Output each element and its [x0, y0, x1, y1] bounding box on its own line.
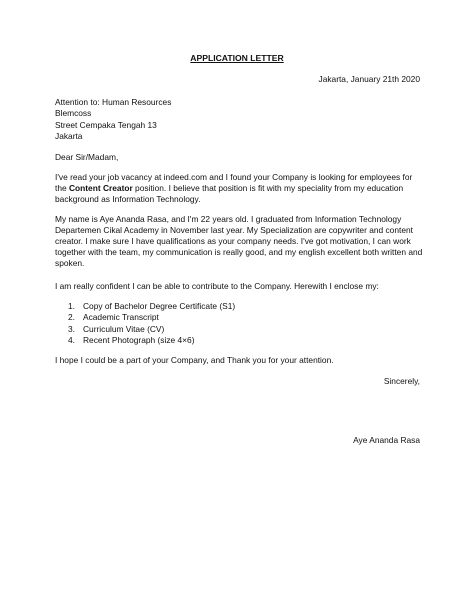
address-line-attention: Attention to: Human Resources [55, 97, 172, 107]
paragraph-closing: I hope I could be a part of your Company, and Thank you for your attention. [55, 355, 334, 365]
recipient-address [55, 97, 171, 143]
intro-text-start: I've read your job vacancy at indeed.com and I found your Company is looking for employees for the [55, 172, 413, 194]
paragraph-intro [55, 172, 425, 205]
list-text: Recent Photograph (size 4×6) [83, 335, 195, 346]
paragraph-enclosure-intro: I am really confident I can be able to contribute to the Company. Herewith I enclose my: [55, 281, 379, 291]
list-item [68, 324, 235, 335]
letter-title: APPLICATION LETTER [190, 53, 284, 63]
address-line-company: Blemcoss [55, 108, 92, 119]
closing: Sincerely, [383, 376, 420, 386]
list-text: Copy of Bachelor Degree Certificate (S1) [83, 301, 236, 311]
list-text: Curriculum Vitae (CV) [83, 323, 165, 334]
address-line-street: Street Cempaka Tengah 13 [55, 119, 157, 130]
list-number: 2. [68, 312, 75, 323]
list-number: 3. [68, 323, 75, 334]
position-name: Content Creator [68, 183, 133, 194]
signature-name: Aye Ananda Rasa [353, 435, 420, 445]
list-item [68, 312, 235, 323]
paragraph-profile: My name is Aye Ananda Rasa, and I'm 22 years old. I graduated from Information Technology Departemen Cikal Academy in November last year. My Specialization are copywriter and content creator. I make sure I have qualifications as your company needs. I've got motivation, I can work together with the team, my communication is really good, and my english excellent both written and spoken. [55, 214, 423, 269]
letter-date: Jakarta, January 21th 2020 [318, 74, 420, 84]
address-line-city: Jakarta [55, 131, 83, 142]
salutation: Dear Sir/Madam, [55, 152, 119, 162]
enclosure-list [68, 301, 235, 347]
list-number: 1. [68, 301, 75, 311]
list-number: 4. [68, 335, 75, 346]
list-text: Academic Transcript [83, 312, 159, 323]
list-item [68, 301, 235, 312]
list-item [68, 335, 235, 346]
intro-text-end: position. I believe that position is fit with my speciality from my education background as Information Technology. [55, 183, 404, 205]
